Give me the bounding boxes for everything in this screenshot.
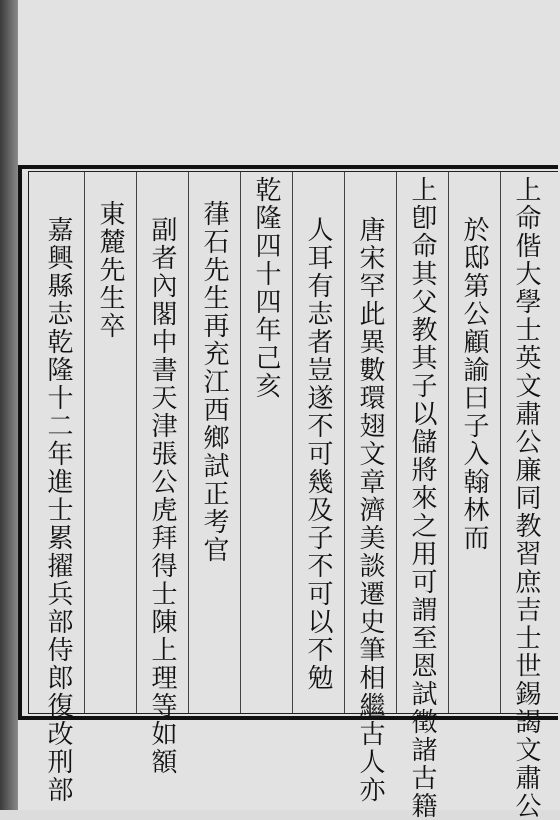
column-rule: [136, 172, 137, 713]
column-rule: [84, 172, 85, 713]
text-column-1: 上命偕大學士英文肅公廉同教習庶吉士世錫謁文肅公: [511, 176, 541, 820]
text-column-5: 人耳有志者豈遂不可幾及子不可以不勉: [303, 216, 333, 692]
book-gutter: [0, 0, 18, 810]
text-column-9: 東麓先生卒: [95, 200, 125, 340]
column-rule: [292, 172, 293, 713]
text-column-3: 上卽命其父教其子以儲將來之用可謂至恩試徵諸古籍: [407, 176, 437, 820]
column-rule: [396, 172, 397, 713]
text-column-7: 葎石先生再充江西鄉試正考官: [199, 200, 229, 564]
text-column-2: 於邸第公顧諭曰子入翰林而: [459, 216, 489, 552]
text-column-4: 唐宋罕此異數環翅文章濟美談遷史筆相繼古人亦: [355, 216, 385, 804]
text-column-6: 乾隆四十四年己亥: [251, 176, 281, 400]
column-rule: [240, 172, 241, 713]
column-rule: [344, 172, 345, 713]
column-rule: [500, 172, 501, 713]
column-rule: [448, 172, 449, 713]
column-rule: [188, 172, 189, 713]
text-column-8: 副者內閣中書天津張公虎拜得士陳上理等如額: [147, 216, 177, 776]
text-column-10: 嘉興縣志乾隆十二年進士累擢兵部侍郎復改刑部: [43, 216, 73, 804]
